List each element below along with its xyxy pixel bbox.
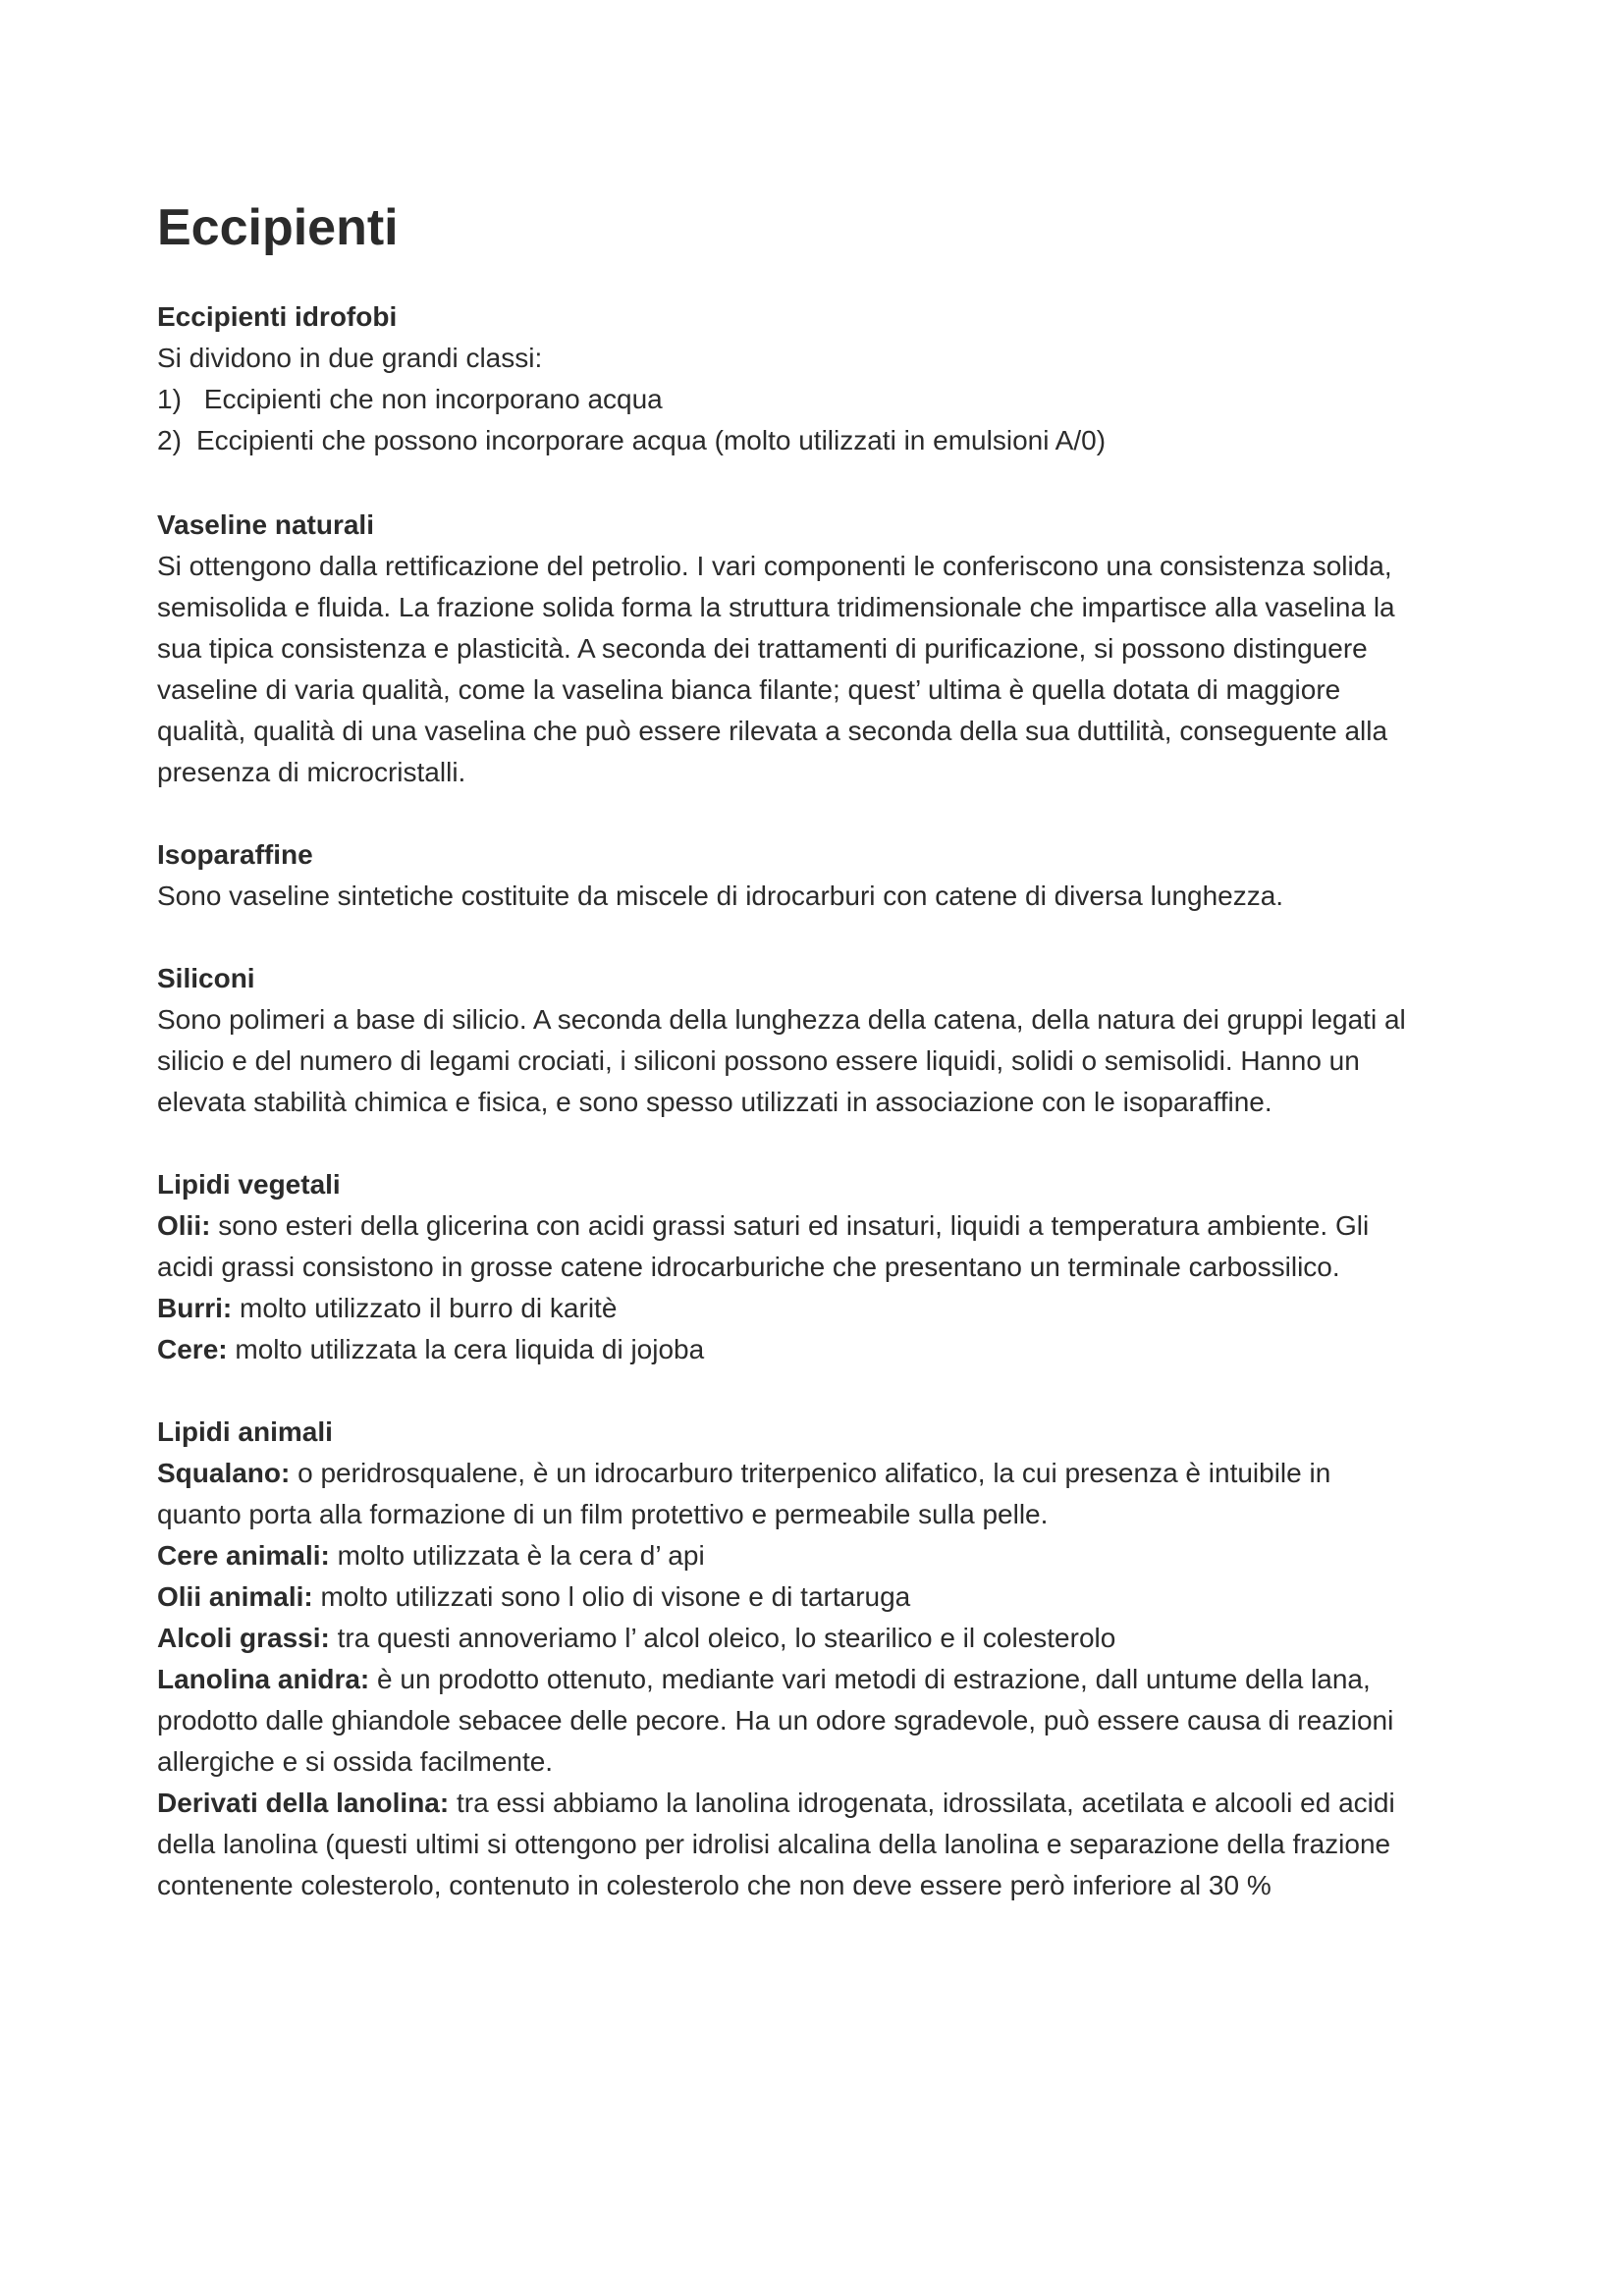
term-label: Cere animali: bbox=[157, 1540, 330, 1571]
term-label: Derivati della lanolina: bbox=[157, 1788, 450, 1818]
section-heading: Lipidi vegetali bbox=[157, 1169, 341, 1200]
paragraph-line bbox=[157, 1659, 1492, 1700]
list-number: 2) bbox=[157, 425, 182, 455]
paragraph-line bbox=[157, 1329, 1492, 1370]
term-text: o peridrosqualene, è un idrocarburo triterpenico alifatico, la cui presenza è intuibile in bbox=[290, 1458, 1331, 1488]
section-siliconi bbox=[157, 958, 1492, 1123]
term-text: tra questi annoveriamo l’ alcol oleico, lo stearilico e il colesterolo bbox=[329, 1623, 1116, 1653]
term-text: molto utilizzato il burro di karitè bbox=[232, 1293, 618, 1323]
paragraph-line: prodotto dalle ghiandole sebacee delle pecore. Ha un odore sgradevole, può essere causa di reazioni bbox=[157, 1705, 1394, 1735]
paragraph-line: Sono vaseline sintetiche costituite da miscele di idrocarburi con catene di diversa lunghezza. bbox=[157, 881, 1284, 911]
section-lipidi-vegetali bbox=[157, 1164, 1492, 1370]
list-item-text: Eccipienti che non incorporano acqua bbox=[196, 384, 663, 414]
paragraph-line: silicio e del numero di legami crociati, i siliconi possono essere liquidi, solidi o semisolidi. Hanno un bbox=[157, 1045, 1360, 1076]
paragraph-line: semisolida e fluida. La frazione solida forma la struttura tridimensionale che impartisce alla vaselina la bbox=[157, 592, 1395, 622]
list-item bbox=[157, 379, 1492, 420]
paragraph-line: presenza di microcristalli. bbox=[157, 757, 466, 787]
term-text: molto utilizzati sono l olio di visone e di tartaruga bbox=[312, 1581, 911, 1612]
section-vaseline-naturali bbox=[157, 505, 1492, 793]
section-heading: Isoparaffine bbox=[157, 839, 313, 870]
section-heading: Eccipienti idrofobi bbox=[157, 301, 398, 332]
paragraph-line: vaseline di varia qualità, come la vaselina bianca filante; quest’ ultima è quella dotata di maggiore bbox=[157, 674, 1341, 705]
term-label: Olii animali: bbox=[157, 1581, 313, 1612]
page-title: Eccipienti bbox=[157, 199, 399, 256]
paragraph-line bbox=[157, 1576, 1492, 1618]
paragraph-line: Si ottengono dalla rettificazione del petrolio. I vari componenti le conferiscono una consistenza solida, bbox=[157, 551, 1392, 581]
paragraph-line: della lanolina (questi ultimi si ottengono per idrolisi alcalina della lanolina e separazione della frazione bbox=[157, 1829, 1391, 1859]
paragraph-line bbox=[157, 1783, 1492, 1824]
term-text: molto utilizzata la cera liquida di jojoba bbox=[227, 1334, 705, 1364]
section-eccipienti-idrofobi bbox=[157, 296, 1492, 461]
section-lipidi-animali bbox=[157, 1412, 1492, 1906]
paragraph-line: quanto porta alla formazione di un film protettivo e permeabile sulla pelle. bbox=[157, 1499, 1049, 1529]
term-text: tra essi abbiamo la lanolina idrogenata, idrossilata, acetilata e alcooli ed acidi bbox=[449, 1788, 1395, 1818]
section-heading: Siliconi bbox=[157, 963, 255, 993]
term-label: Burri: bbox=[157, 1293, 233, 1323]
paragraph-line: elevata stabilità chimica e fisica, e sono spesso utilizzati in associazione con le isoparaffine. bbox=[157, 1087, 1272, 1117]
paragraph-line: allergiche e si ossida facilmente. bbox=[157, 1746, 554, 1777]
paragraph-line bbox=[157, 1535, 1492, 1576]
paragraph-line bbox=[157, 1288, 1492, 1329]
list-number: 1) bbox=[157, 384, 182, 414]
section-heading: Vaseline naturali bbox=[157, 509, 374, 540]
paragraph-line: acidi grassi consistono in grosse catene idrocarburiche che presentano un terminale carbossilico. bbox=[157, 1252, 1340, 1282]
term-text: è un prodotto ottenuto, mediante vari metodi di estrazione, dall untume della lana, bbox=[369, 1664, 1371, 1694]
paragraph-line: Si dividono in due grandi classi: bbox=[157, 343, 543, 373]
section-heading: Lipidi animali bbox=[157, 1416, 333, 1447]
term-label: Cere: bbox=[157, 1334, 228, 1364]
paragraph-line: qualità, qualità di una vaselina che può essere rilevata a seconda della sua duttilità, conseguente alla bbox=[157, 716, 1388, 746]
term-label: Squalano: bbox=[157, 1458, 291, 1488]
term-label: Alcoli grassi: bbox=[157, 1623, 330, 1653]
paragraph-line: sua tipica consistenza e plasticità. A seconda dei trattamenti di purificazione, si possono distinguere bbox=[157, 633, 1368, 664]
term-text: molto utilizzata è la cera d’ api bbox=[329, 1540, 705, 1571]
paragraph-line bbox=[157, 1453, 1492, 1494]
term-text: sono esteri della glicerina con acidi grassi saturi ed insaturi, liquidi a temperatura ambiente. Gli bbox=[210, 1210, 1370, 1241]
paragraph-line: contenente colesterolo, contenuto in colesterolo che non deve essere però inferiore al 30 % bbox=[157, 1870, 1271, 1900]
list-item-text: Eccipienti che possono incorporare acqua (molto utilizzati in emulsioni A/0) bbox=[196, 425, 1107, 455]
term-label: Lanolina anidra: bbox=[157, 1664, 370, 1694]
term-label: Olii: bbox=[157, 1210, 211, 1241]
list-item bbox=[157, 420, 1492, 461]
paragraph-line bbox=[157, 1205, 1492, 1247]
paragraph-line bbox=[157, 1618, 1492, 1659]
paragraph-line: Sono polimeri a base di silicio. A seconda della lunghezza della catena, della natura dei gruppi legati al bbox=[157, 1004, 1406, 1035]
section-isoparaffine bbox=[157, 834, 1492, 917]
